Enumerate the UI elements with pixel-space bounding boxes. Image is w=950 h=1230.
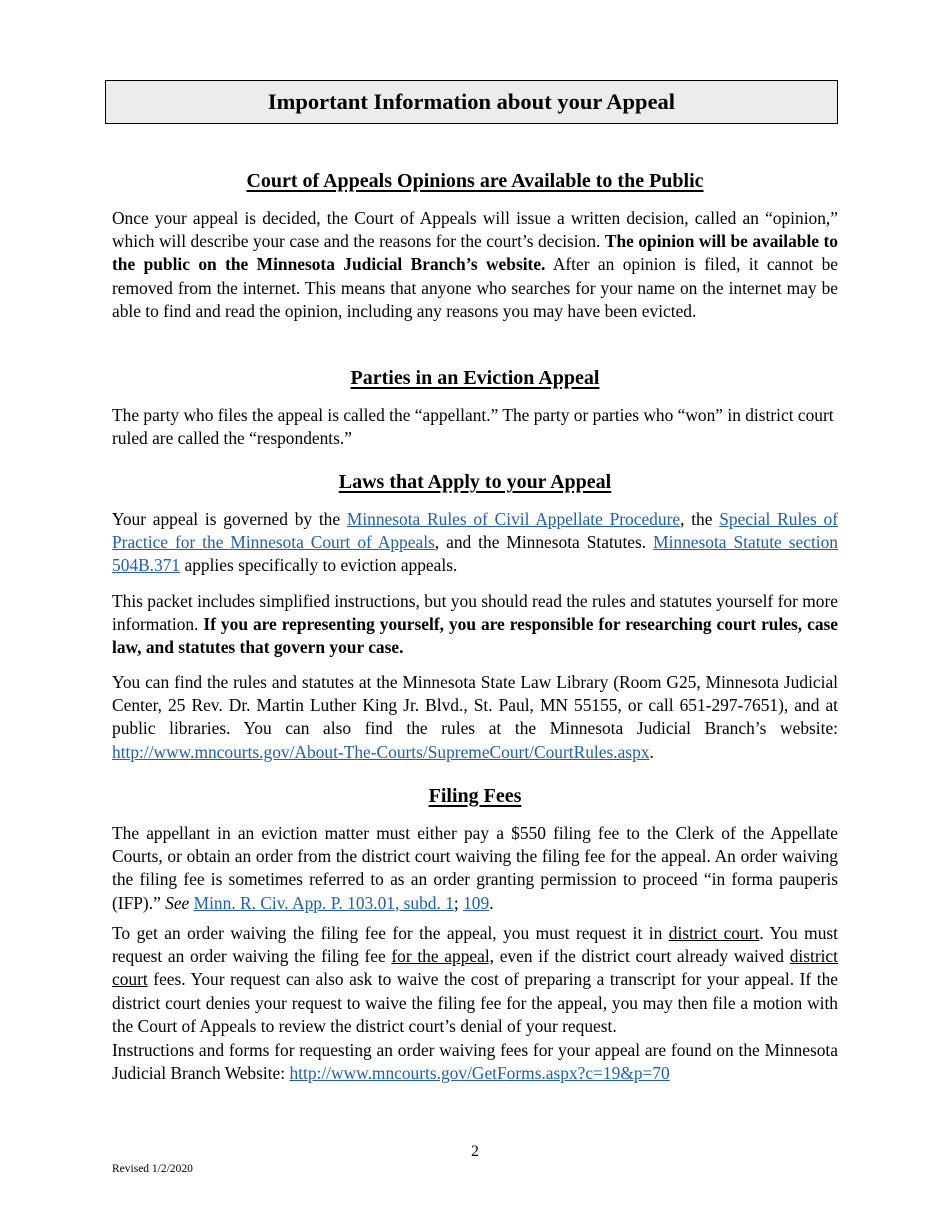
heading-laws: Laws that Apply to your Appeal bbox=[338, 471, 612, 493]
heading-filing-fees: Filing Fees bbox=[428, 785, 522, 807]
fees-paragraph-2: To get an order waiving the filing fee for the appeal, you must request it in district court. You must request an order waiving the filing fee for the appeal, even if the district court already waived district court fees. Your request can also ask to waive the cost of preparing a transcript for your appeal. If the district court denies your request to waive the filing fee for the appeal, you may then file a motion with the Court of Appeals to review the district court’s denial of your request. bbox=[112, 923, 838, 1036]
heading-parties: Parties in an Eviction Appeal bbox=[350, 367, 600, 389]
link-special-rules[interactable]: Special Rules of Practice for the Minnesota Court of Appeals bbox=[112, 509, 839, 553]
link-civil-appellate-rules[interactable]: Minnesota Rules of Civil Appellate Procedure bbox=[346, 509, 681, 529]
page-number: 2 bbox=[471, 1143, 479, 1160]
laws-paragraph-2: This packet includes simplified instructions, but you should read the rules and statutes yourself for more information. If you are representing yourself, you are responsible for researching court rules, case law, and statutes that govern your case. bbox=[112, 591, 838, 658]
opinions-paragraph: Once your appeal is decided, the Court of Appeals will issue a written decision, called an “opinion,” which will describe your case and the reasons for the court’s decision. The opinion will be available to the public on the Minnesota Judicial Branch’s website. After an opinion is filed, it cannot be removed from the internet. This means that anyone who searches for your name on the internet may be able to find and read the opinion, including any reasons you may have been evicted. bbox=[112, 208, 838, 321]
parties-paragraph: The party who files the appeal is called the “appellant.” The party or parties who “won” in district court ruled are called the “respondents.” bbox=[112, 405, 834, 449]
fees-paragraph-1: The appellant in an eviction matter must either pay a $550 filing fee to the Clerk of the Appellate Courts, or obtain an order from the district court waiving the filing fee for the appeal. An order waiving the filing fee is sometimes referred to as an order granting permission to proceed “in forma pauperis (IFP).” See Minn. R. Civ. App. P. 103.01, subd. 1; 109. bbox=[112, 823, 838, 913]
laws-paragraph-3: You can find the rules and statutes at the Minnesota State Law Library (Room G25, Minnesota Judicial Center, 25 Rev. Dr. Martin Luther King Jr. Blvd., St. Paul, MN 55155, or call 651-297-7651), and at public libraries. You can also find the rules at the Minnesota Judicial Branch’s website: http://www.mncourts.gov/About-The-Courts/SupremeCourt/CourtRules.aspx. bbox=[112, 672, 838, 762]
link-court-rules-url[interactable]: http://www.mncourts.gov/About-The-Courts/SupremeCourt/CourtRules.aspx bbox=[112, 741, 650, 762]
link-statute-504b371[interactable]: Minnesota Statute section 504B.371 bbox=[112, 532, 838, 576]
page-title: Important Information about your Appeal bbox=[105, 80, 838, 124]
link-rule-103-01[interactable]: Minn. R. Civ. App. P. 103.01, subd. 1 bbox=[193, 892, 454, 913]
revised-date: Revised 1/2/2020 bbox=[112, 1163, 193, 1175]
link-get-forms-url[interactable]: http://www.mncourts.gov/GetForms.aspx?c=19&p=70 bbox=[289, 1063, 670, 1084]
fees-paragraph-3: Instructions and forms for requesting an order waiving fees for your appeal are found on the Minnesota Judicial Branch Website: http://www.mncourts.gov/GetForms.aspx?c=19&p=70 bbox=[112, 1040, 838, 1084]
heading-opinions: Court of Appeals Opinions are Available to the Public bbox=[246, 170, 704, 192]
laws-paragraph-1: Your appeal is governed by the Minnesota Rules of Civil Appellate Procedure, the Special Rules of Practice for the Minnesota Court of Appeals, and the Minnesota Statutes. Minnesota Statute section 504B.371 applies specifically to eviction appeals. bbox=[112, 509, 839, 576]
link-rule-109[interactable]: 109 bbox=[463, 892, 490, 913]
